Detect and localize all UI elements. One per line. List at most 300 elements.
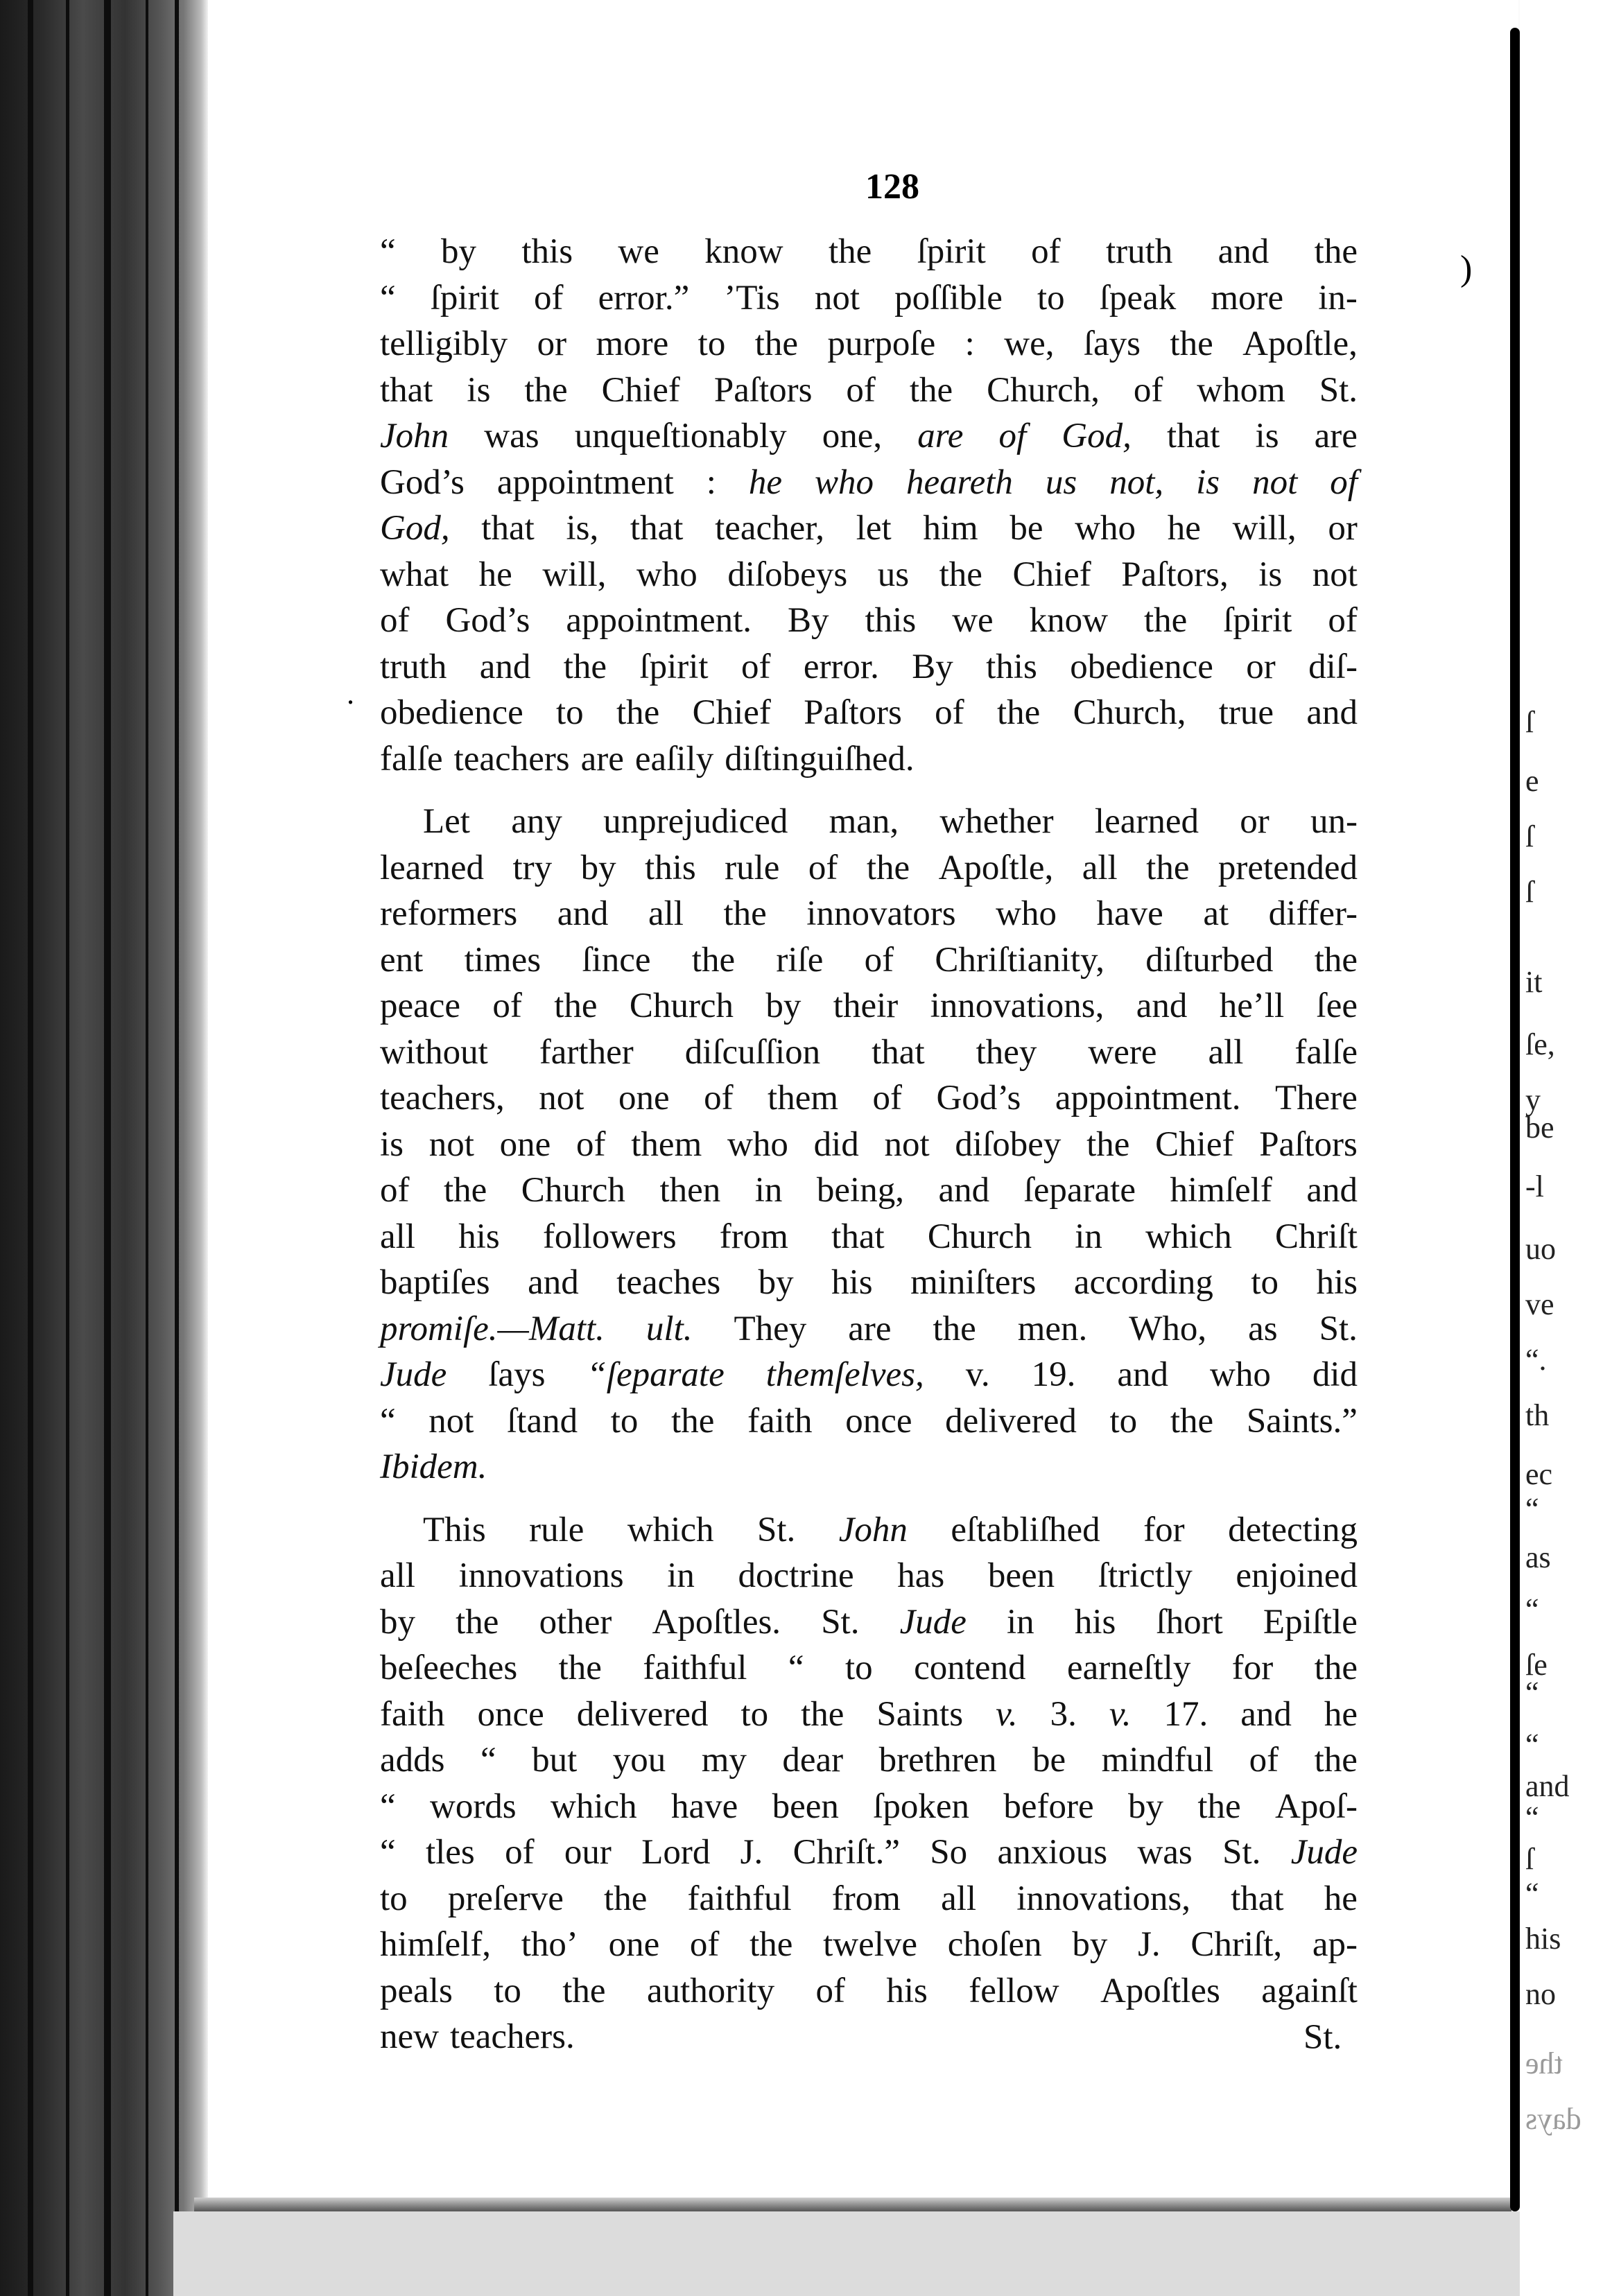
margin-mark: ): [1460, 249, 1473, 288]
word: all: [380, 1217, 415, 1256]
word: have: [670, 1786, 738, 1826]
word: been: [772, 1786, 839, 1826]
word: of: [935, 693, 964, 732]
word: poſſible: [894, 278, 1003, 318]
word: of: [1328, 601, 1358, 640]
facing-page-fragment: ec: [1525, 1457, 1553, 1491]
word: rule: [529, 1510, 584, 1549]
word: teachers: [453, 739, 570, 779]
word: and: [1136, 986, 1188, 1025]
word: new: [380, 2017, 439, 2056]
word: Let: [423, 802, 470, 841]
word: who: [996, 894, 1057, 933]
text-line: [380, 1075, 1358, 1122]
word: of: [380, 1171, 410, 1210]
word: of: [846, 370, 876, 410]
word: innovations,: [1016, 1879, 1190, 1918]
word: his: [458, 1217, 500, 1256]
word: the: [1146, 848, 1190, 887]
word: Saints.”: [1246, 1401, 1358, 1441]
word: in: [754, 1171, 783, 1210]
catchword: St.: [1303, 2018, 1342, 2057]
text-line: [380, 1876, 1358, 1922]
word: are: [848, 1309, 892, 1348]
word: “: [788, 1649, 804, 1687]
word: is,: [566, 509, 599, 548]
word: us: [1045, 462, 1077, 502]
word: not: [814, 278, 860, 318]
word: that: [872, 1032, 925, 1072]
word: diſtinguiſhed.: [725, 739, 915, 779]
facing-page-fragment: “: [1525, 1492, 1539, 1526]
word: Chief: [1012, 555, 1091, 594]
word: God’s: [445, 601, 530, 640]
word: Lord: [641, 1833, 711, 1872]
facing-page-fragment: “: [1525, 1728, 1539, 1762]
word: “: [380, 1401, 396, 1441]
word: and: [1306, 693, 1358, 732]
word: followers: [542, 1217, 677, 1256]
word: who: [636, 555, 697, 594]
word: diſturbed: [1145, 940, 1274, 980]
word: the: [723, 894, 767, 933]
word: J.: [740, 1833, 763, 1872]
word: is: [1258, 555, 1283, 594]
word: was: [484, 417, 539, 455]
text-line: [380, 1306, 1358, 1353]
text-line: [380, 1029, 1358, 1076]
word: the: [616, 693, 660, 732]
word: of: [492, 986, 522, 1025]
word: are: [1314, 417, 1358, 455]
word: one,: [822, 417, 883, 455]
text-line: [380, 1691, 1358, 1738]
word: of: [576, 1124, 606, 1164]
word: that: [1231, 1879, 1284, 1918]
word: the: [1170, 324, 1213, 363]
text-line: [380, 1444, 1358, 1490]
word: ſtrictly: [1098, 1556, 1193, 1595]
word: purpoſe: [827, 324, 936, 363]
word: and: [557, 894, 609, 933]
word: be: [1010, 509, 1043, 548]
word: of: [505, 1833, 535, 1872]
word: the: [1314, 940, 1358, 980]
word: appointment.: [566, 601, 752, 640]
word: being,: [816, 1171, 904, 1210]
word: and: [1240, 1694, 1292, 1734]
word: of: [380, 601, 410, 640]
word: of: [1031, 232, 1061, 271]
word: not: [1252, 462, 1298, 502]
word: they: [976, 1032, 1037, 1072]
word: promiſe.—Matt.: [380, 1309, 605, 1348]
word: the: [1197, 1786, 1241, 1826]
word: the: [933, 1309, 976, 1348]
word: the: [749, 1925, 793, 1964]
word: of: [704, 1079, 734, 1117]
scanner-background: [173, 2211, 1603, 2296]
word: innovations,: [930, 986, 1104, 1025]
word: to: [556, 693, 584, 732]
facing-page-fragment: “: [1525, 1592, 1539, 1626]
word: ap-: [1312, 1925, 1358, 1964]
word: twelve: [823, 1925, 918, 1964]
word: mindful: [1101, 1741, 1214, 1780]
word: falſe: [380, 739, 443, 779]
word: the: [1170, 1401, 1214, 1441]
word: from: [831, 1879, 901, 1918]
word: of: [740, 647, 771, 686]
word: and: [479, 647, 531, 686]
word: as: [1248, 1309, 1278, 1348]
text-line: [380, 229, 1358, 275]
word: ſince: [582, 940, 651, 980]
word: “: [380, 1786, 396, 1826]
word: this: [645, 848, 696, 887]
word: farther: [539, 1032, 634, 1072]
facing-page-fragment: as: [1525, 1540, 1551, 1574]
facing-page-fragment: ſ: [1525, 705, 1534, 739]
word: we,: [1004, 324, 1055, 363]
word: all: [1208, 1032, 1244, 1072]
word: of: [815, 1971, 845, 2010]
word: not,: [1109, 462, 1164, 502]
word: other: [539, 1602, 612, 1642]
word: ſpirit: [1223, 601, 1292, 640]
text-line: [380, 1968, 1358, 2015]
word: the: [1314, 1741, 1358, 1780]
word: Jude: [380, 1355, 447, 1394]
text-line: [380, 1829, 1358, 1876]
word: the: [1143, 601, 1188, 640]
facing-page-fragment: and: [1525, 1769, 1570, 1803]
word: John: [380, 417, 449, 455]
paragraph-gap: [380, 1490, 1358, 1507]
page-bottom-edge: [194, 2198, 1511, 2211]
word: falſe: [1294, 1032, 1358, 1072]
word: Church: [629, 986, 734, 1025]
word: will,: [1232, 509, 1297, 548]
word: not: [1312, 555, 1358, 594]
text-line: [380, 690, 1358, 736]
body-text: [380, 229, 1358, 2060]
facing-page-fragment: ſ: [1525, 819, 1534, 853]
word: ſpirit: [917, 232, 986, 271]
word: the: [1314, 232, 1358, 271]
word: They: [734, 1309, 807, 1348]
word: let: [856, 509, 892, 548]
word: from: [719, 1217, 788, 1256]
word: he: [478, 555, 512, 594]
word: this: [521, 232, 573, 271]
word: true: [1218, 693, 1274, 732]
word: all: [648, 894, 684, 933]
word: unqueſtionably: [574, 417, 787, 455]
word: his: [1074, 1602, 1116, 1642]
word: ſays: [488, 1355, 546, 1394]
word: St.: [1319, 1309, 1358, 1348]
word: or: [1246, 647, 1276, 686]
text-line: [380, 845, 1358, 892]
word: in: [1075, 1217, 1102, 1256]
word: diſobeys: [727, 555, 848, 594]
text-line: [380, 2014, 1358, 2060]
word: more: [596, 324, 669, 363]
word: know: [1029, 601, 1108, 640]
word: without: [380, 1032, 488, 1072]
word: :: [964, 324, 975, 363]
word: Church: [521, 1171, 625, 1210]
facing-page-fragment: his: [1525, 1922, 1561, 1956]
word: authority: [646, 1971, 775, 2010]
word: of: [534, 278, 564, 318]
word: the: [604, 1879, 648, 1918]
word: know: [704, 232, 783, 271]
word: dear: [782, 1741, 844, 1780]
word: himſelf: [1170, 1171, 1272, 1210]
facing-page-fragment: ſe,: [1525, 1027, 1555, 1061]
word: are: [917, 417, 964, 455]
word: men.: [1017, 1309, 1088, 1348]
facing-page-fragment: no: [1525, 1977, 1556, 2011]
word: and: [1306, 1171, 1358, 1210]
word: earneſtly: [1066, 1649, 1191, 1687]
word: of: [1330, 462, 1358, 502]
word: or: [537, 324, 567, 363]
word: ſhort: [1156, 1602, 1223, 1642]
facing-page-fragment: uo: [1525, 1232, 1556, 1266]
word: Apoſtles: [1100, 1971, 1220, 2010]
word: were: [1088, 1032, 1157, 1072]
word: the: [558, 1649, 602, 1687]
word: Chief: [692, 693, 771, 732]
word: and: [938, 1171, 990, 1210]
facing-page-fragment: it: [1525, 965, 1543, 999]
word: himſelf,: [380, 1925, 492, 1964]
word: this: [865, 601, 917, 640]
word: once: [845, 1401, 912, 1441]
word: the: [456, 1602, 499, 1642]
word: will,: [542, 555, 607, 594]
word: God,: [380, 509, 450, 548]
word: of: [1249, 1741, 1279, 1780]
text-line: [380, 1599, 1358, 1646]
word: St.: [1319, 370, 1358, 410]
word: of: [872, 1079, 902, 1117]
word: by: [380, 1602, 415, 1642]
word: ult.: [645, 1309, 693, 1348]
word: Apoſtles.: [652, 1602, 781, 1642]
text-line: [380, 891, 1358, 937]
word: By: [912, 647, 953, 686]
word: innovations: [458, 1556, 624, 1595]
word: ſpirit: [639, 647, 709, 686]
word: is: [1255, 417, 1279, 455]
word: brethren: [878, 1741, 997, 1780]
word: them: [631, 1124, 702, 1164]
word: ſee: [1316, 986, 1358, 1025]
word: eaſily: [634, 739, 714, 779]
word: that: [481, 509, 535, 548]
word: this: [986, 647, 1037, 686]
word: ſpoken: [873, 1786, 970, 1826]
word: teachers,: [380, 1079, 505, 1117]
word: “ſeparate: [587, 1355, 725, 1394]
word: Chriſt,: [1190, 1925, 1283, 1964]
word: Paſtors: [713, 370, 813, 410]
word: been: [987, 1556, 1055, 1595]
word: to: [697, 324, 726, 363]
word: Apoſtle,: [938, 848, 1054, 887]
text-line: [380, 1784, 1358, 1830]
word: the: [671, 1401, 715, 1441]
word: God,: [1062, 417, 1132, 455]
word: of: [689, 1925, 720, 1964]
word: who: [815, 462, 874, 502]
word: man,: [829, 802, 899, 841]
word: the: [1086, 1124, 1130, 1164]
word: by: [1072, 1925, 1108, 1964]
word: innovators: [806, 894, 956, 933]
text-line: [380, 1214, 1358, 1260]
word: 17.: [1163, 1694, 1208, 1734]
word: beſeeches: [380, 1649, 518, 1687]
text-line: [380, 1122, 1358, 1168]
word: his: [886, 1971, 928, 2010]
word: delivered: [945, 1401, 1077, 1441]
word: the: [754, 324, 799, 363]
word: who: [1209, 1355, 1271, 1394]
word: that: [831, 1217, 885, 1256]
text-line: [380, 1352, 1358, 1398]
word: baptiſes: [380, 1263, 490, 1302]
facing-page-fragment: ſe: [1525, 1648, 1548, 1682]
word: fellow: [969, 1971, 1059, 2010]
word: the: [691, 940, 736, 980]
text-line: [380, 505, 1358, 552]
word: “: [480, 1741, 496, 1780]
word: of: [998, 417, 1027, 455]
word: not: [428, 1124, 474, 1164]
word: their: [833, 986, 899, 1025]
word: error.”: [598, 278, 690, 318]
word: to: [1251, 1263, 1279, 1302]
word: we: [952, 601, 994, 640]
facing-page-fragment: -l: [1525, 1169, 1544, 1203]
word: or: [1328, 509, 1358, 548]
word: at: [1203, 894, 1229, 933]
word: him: [923, 509, 978, 548]
word: which: [627, 1510, 714, 1549]
facing-page-fragment: ſ: [1525, 1842, 1534, 1876]
word: one: [499, 1124, 551, 1164]
word: Chief: [1155, 1124, 1234, 1164]
gutter-shadow: [1510, 28, 1520, 2211]
word: and: [1218, 232, 1270, 271]
word: faithful: [687, 1879, 792, 1918]
facing-page-fragment: be: [1525, 1111, 1554, 1145]
word: ſays: [1083, 324, 1141, 363]
word: ent: [380, 940, 424, 980]
word: is: [467, 370, 491, 410]
word: to: [1109, 1401, 1138, 1441]
word: Church,: [987, 370, 1100, 410]
word: appointment: [496, 462, 674, 502]
word: of: [808, 848, 838, 887]
word: v.: [965, 1355, 990, 1394]
word: eſtabliſhed: [951, 1510, 1100, 1549]
word: my: [701, 1741, 747, 1780]
word: by: [441, 232, 476, 271]
stray-ink-dot: .: [347, 677, 354, 711]
word: one: [618, 1079, 670, 1117]
word: unprejudiced: [603, 802, 788, 841]
word: Epiſtle: [1263, 1602, 1358, 1642]
word: and: [1117, 1355, 1168, 1394]
word: all: [380, 1556, 415, 1595]
word: to: [494, 1971, 521, 2010]
word: by: [580, 848, 616, 887]
text-line: [380, 736, 1358, 783]
facing-page-fragment: “: [1525, 1676, 1539, 1710]
word: Jude: [899, 1602, 967, 1642]
word: the: [939, 555, 982, 594]
word: to: [380, 1879, 408, 1918]
text-line: [380, 413, 1358, 460]
facing-page-edge: [1520, 0, 1603, 2296]
word: not: [428, 1401, 474, 1441]
text-line: [380, 552, 1358, 598]
book-binding-edge: [0, 0, 208, 2296]
word: Chief: [601, 370, 680, 410]
word: ſpirit: [430, 278, 499, 318]
word: learned: [1094, 802, 1199, 841]
word: did: [813, 1124, 859, 1164]
word: to: [844, 1649, 873, 1687]
facing-page-fragment: “: [1525, 1800, 1539, 1834]
word: for: [1143, 1510, 1185, 1549]
word: times: [464, 940, 541, 980]
text-line: [380, 460, 1358, 506]
word: Apoſtle,: [1242, 324, 1358, 363]
word: v.: [1109, 1694, 1132, 1734]
paragraph-gap: [380, 782, 1358, 799]
word: his: [1316, 1263, 1358, 1302]
word: all: [1082, 848, 1118, 887]
word: then: [659, 1171, 721, 1210]
word: diſobey: [955, 1124, 1062, 1164]
word: pretended: [1218, 848, 1358, 887]
word: or: [1240, 802, 1270, 841]
word: heareth: [906, 462, 1013, 502]
text-line: [380, 1260, 1358, 1306]
word: he: [1167, 509, 1201, 548]
word: are: [580, 739, 624, 779]
word: that: [1166, 417, 1220, 455]
word: in-: [1318, 278, 1358, 318]
word: the: [443, 1171, 487, 1210]
word: contend: [914, 1649, 1026, 1687]
word: truth: [1105, 232, 1173, 271]
word: Chriſtianity,: [935, 940, 1104, 980]
facing-page-fragment: the: [1525, 2046, 1563, 2080]
word: by: [758, 1263, 794, 1302]
word: diſcuſſion: [684, 1032, 821, 1072]
word: what: [380, 555, 449, 594]
word: for: [1231, 1649, 1274, 1687]
word: faithful: [643, 1649, 747, 1687]
